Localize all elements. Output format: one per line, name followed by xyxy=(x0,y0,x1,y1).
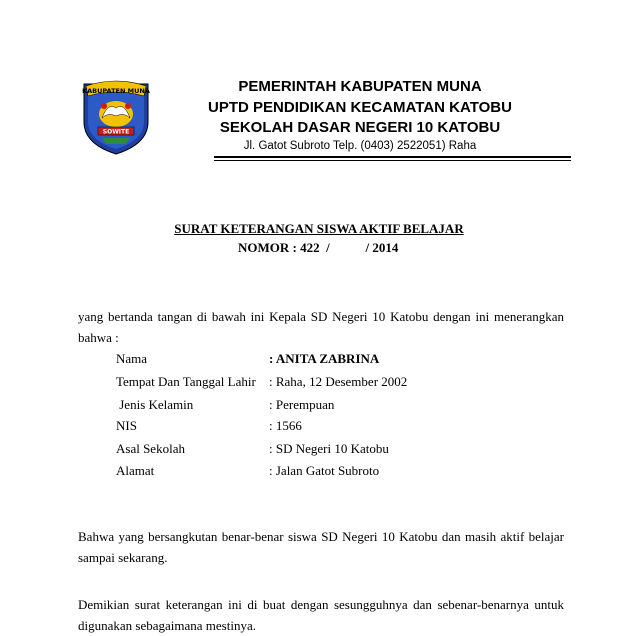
kabupaten-muna-emblem-icon xyxy=(80,78,152,156)
field-label-school: Asal Sekolah xyxy=(116,441,185,456)
intro-paragraph: yang bertanda tangan di bawah ini Kepala SD Negeri 10 Katobu dengan ini menerangkan bahwa : xyxy=(78,309,564,345)
field-label-birth: Tempat Dan Tanggal Lahir xyxy=(116,374,256,389)
header-address: Jl. Gatot Subroto Telp. (0403) 2522051) Raha xyxy=(243,140,477,152)
document-title: SURAT KETERANGAN SISWA AKTIF BELAJAR xyxy=(174,221,464,236)
header-school: SEKOLAH DASAR NEGERI 10 KATOBU xyxy=(219,119,501,136)
field-label-address: Alamat xyxy=(116,463,155,478)
field-label-name: Nama xyxy=(116,351,148,366)
statement-paragraph: Bahwa yang bersangkutan benar-benar siswa SD Negeri 10 Katobu dan masih aktif belajar sampai sekarang. xyxy=(78,529,564,565)
field-value-birth: : Raha, 12 Desember 2002 xyxy=(269,374,408,389)
field-value-school: : SD Negeri 10 Katobu xyxy=(269,441,389,456)
closing-paragraph: Demikian surat keterangan ini di buat dengan sesungguhnya dan sebenar-benarnya untuk digunakan sebagaimana mestinya. xyxy=(78,597,564,633)
header-department: UPTD PENDIDIKAN KECAMATAN KATOBU xyxy=(208,99,512,116)
field-value-nis: : 1566 xyxy=(269,418,302,433)
header-divider-thin xyxy=(214,160,571,161)
document-number: NOMOR : 422 / / 2014 xyxy=(238,240,399,255)
field-value-address: : Jalan Gatot Subroto xyxy=(269,463,380,478)
header-government: PEMERINTAH KABUPATEN MUNA xyxy=(238,78,482,95)
header-divider-thick xyxy=(214,156,571,158)
field-value-gender: : Perempuan xyxy=(269,397,335,412)
svg-text:SOWITE: SOWITE xyxy=(102,128,130,136)
svg-text:KABUPATEN MUNA: KABUPATEN MUNA xyxy=(82,87,150,95)
field-value-name: : ANITA ZABRINA xyxy=(269,351,380,366)
field-label-gender: Jenis Kelamin xyxy=(116,397,194,412)
field-label-nis: NIS xyxy=(116,418,137,433)
